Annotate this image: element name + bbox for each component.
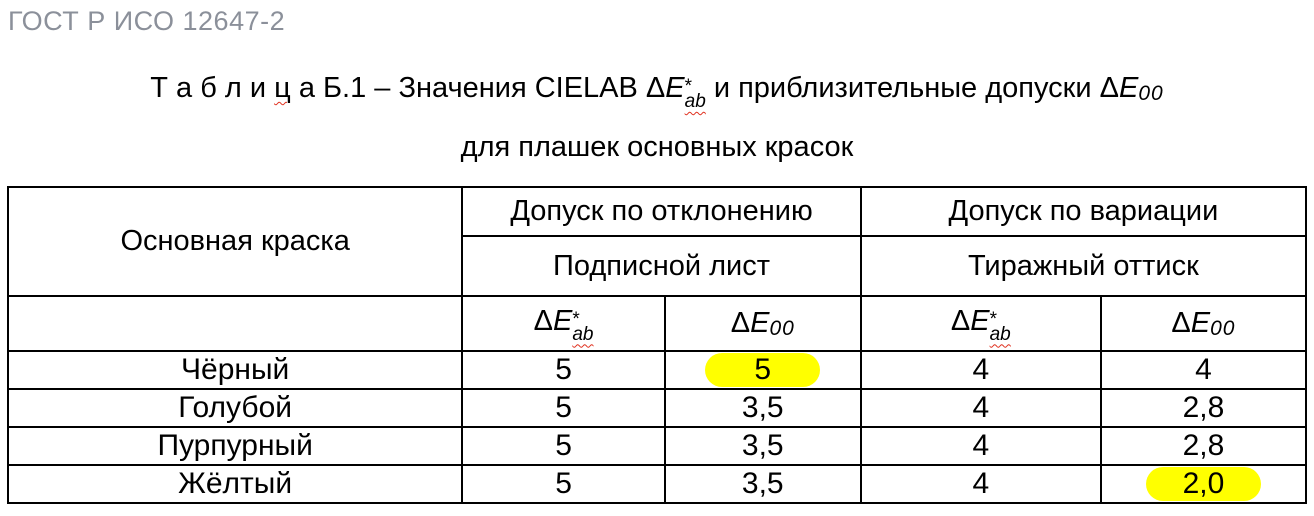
value-cell: 5: [462, 351, 664, 389]
header-row-groups: [8, 187, 1306, 236]
delta-e-ab-formula: [646, 72, 706, 110]
group-header-variation: Допуск по вариации: [861, 187, 1306, 236]
delta-e-00-formula: [1171, 307, 1235, 341]
sup-sub-stack: [572, 308, 594, 345]
star-superscript: *: [989, 308, 998, 330]
yellow-highlight: 2,0: [1146, 467, 1261, 501]
ab-subscript: ab: [989, 323, 1011, 345]
e-symbol: E: [970, 304, 990, 337]
value-cell: 4: [861, 351, 1101, 389]
ink-name-cell: Голубой: [8, 389, 462, 427]
subgroup-header-production-print: Тиражный оттиск: [861, 236, 1306, 296]
00-subscript: 00: [1210, 316, 1236, 340]
value-cell-highlighted: [665, 351, 861, 389]
delta-e-ab-formula: [534, 305, 594, 343]
caption-label-text: а Б.1 – Значения CIELAB: [290, 72, 646, 104]
value-cell: 2,8: [1101, 427, 1306, 465]
empty-corner-cell: [8, 296, 462, 351]
value-cell: 4: [861, 389, 1101, 427]
ink-name-cell: Жёлтый: [8, 465, 462, 503]
tolerances-table: [7, 186, 1307, 504]
table-caption-line1: [0, 72, 1314, 110]
value-cell: 5: [462, 465, 664, 503]
col-header-deab-deviation: [462, 296, 664, 351]
star-superscript: *: [572, 308, 580, 330]
ink-name-cell: Пурпурный: [8, 427, 462, 465]
delta-e-ab-formula: [951, 305, 1011, 343]
subgroup-header-proof-sheet: Подписной лист: [462, 236, 860, 296]
value-cell: 4: [861, 427, 1101, 465]
ab-subscript: ab: [572, 323, 594, 345]
00-subscript: 00: [769, 316, 795, 340]
e-symbol: E: [1119, 72, 1139, 104]
caption-middle-text: и приблизительные допуски: [705, 72, 1100, 104]
e-symbol: E: [665, 72, 685, 104]
value-cell: 2,8: [1101, 389, 1306, 427]
delta-symbol: Δ: [1171, 306, 1191, 339]
e-symbol: E: [552, 304, 573, 337]
caption-word-start: Т а б л и: [150, 72, 275, 104]
table-row-black: [8, 351, 1306, 389]
group-header-deviation: Допуск по отклонению: [462, 187, 860, 236]
header-row-symbols: [8, 296, 1306, 351]
e-symbol: E: [1190, 306, 1211, 339]
sup-sub-stack: [989, 308, 1011, 345]
value-cell: 3,5: [665, 465, 861, 503]
delta-symbol: Δ: [950, 304, 971, 337]
delta-symbol: Δ: [533, 304, 553, 337]
sup-sub-stack: [684, 76, 706, 112]
delta-symbol: Δ: [645, 72, 666, 104]
ink-name-cell: Чёрный: [8, 351, 462, 389]
yellow-highlight: 5: [705, 353, 820, 387]
col-header-de00-variation: [1101, 296, 1306, 351]
star-superscript: *: [684, 76, 693, 97]
value-cell: 4: [1101, 351, 1306, 389]
caption-misspelled-letter: ц: [274, 72, 291, 104]
value-cell-highlighted: [1101, 465, 1306, 503]
delta-symbol: Δ: [1099, 72, 1119, 104]
ab-subscript: ab: [684, 91, 706, 112]
standard-number-header: ГОСТ Р ИСО 12647-2: [8, 6, 286, 36]
table-row-yellow: [8, 465, 1306, 503]
table-row-cyan: [8, 389, 1306, 427]
value-cell: 3,5: [665, 389, 861, 427]
value-cell: 5: [462, 427, 664, 465]
value-cell: 3,5: [665, 427, 861, 465]
delta-symbol: Δ: [730, 306, 751, 339]
col-header-de00-deviation: [665, 296, 861, 351]
delta-e-00-formula: [731, 307, 795, 341]
value-cell: 5: [462, 389, 664, 427]
table-row-magenta: [8, 427, 1306, 465]
table-caption-line2: для плашек основных красок: [460, 131, 854, 163]
col-header-deab-variation: [861, 296, 1101, 351]
value-cell: 4: [861, 465, 1101, 503]
delta-e-00-formula: [1100, 72, 1164, 106]
e-symbol: E: [750, 306, 770, 339]
col-header-primary-ink: Основная краска: [8, 187, 462, 296]
00-subscript: 00: [1138, 82, 1164, 105]
